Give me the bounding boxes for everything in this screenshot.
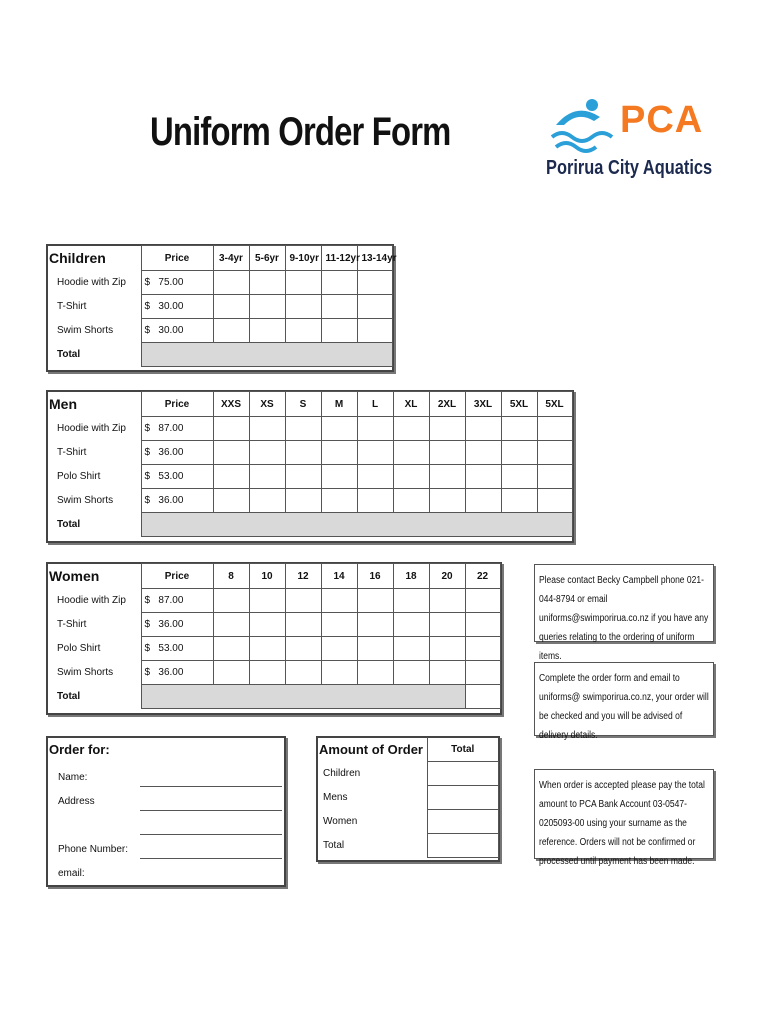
amount-value-cell[interactable] — [427, 786, 498, 810]
name-field[interactable] — [140, 786, 282, 787]
address-field-2[interactable] — [140, 834, 282, 835]
qty-cell[interactable] — [393, 465, 429, 489]
col-header: 2XL — [429, 392, 465, 417]
qty-cell[interactable] — [249, 465, 285, 489]
qty-cell[interactable] — [429, 417, 465, 441]
qty-cell[interactable] — [429, 613, 465, 637]
col-header: 22 — [465, 564, 500, 589]
qty-cell[interactable] — [465, 417, 501, 441]
qty-cell[interactable] — [213, 417, 249, 441]
qty-cell[interactable] — [537, 489, 572, 513]
contact-note-text: Please contact Becky Campbell phone 021-044-8794 or email uniforms@swimporirua.co.nz if you have any queries relating to the ordering of uniform items. — [539, 575, 709, 662]
qty-cell[interactable] — [285, 589, 321, 613]
total-row — [47, 513, 572, 537]
qty-cell[interactable] — [321, 417, 357, 441]
amount-value-cell[interactable] — [427, 810, 498, 834]
table-row — [47, 295, 392, 319]
qty-cell[interactable] — [357, 613, 393, 637]
qty-cell[interactable] — [249, 661, 285, 685]
qty-cell[interactable] — [249, 319, 285, 343]
item-name: Swim Shorts — [57, 325, 114, 336]
currency: $ — [144, 619, 151, 630]
total-row — [47, 343, 392, 367]
currency: $ — [144, 423, 151, 434]
section-title: Children — [49, 250, 106, 266]
qty-cell[interactable] — [501, 489, 537, 513]
total-label: Total — [57, 519, 81, 530]
qty-cell[interactable] — [213, 271, 249, 295]
qty-cell[interactable] — [357, 417, 393, 441]
qty-cell[interactable] — [321, 295, 357, 319]
qty-cell[interactable] — [321, 637, 357, 661]
qty-cell[interactable] — [429, 637, 465, 661]
amount-of-order-table — [317, 737, 499, 858]
qty-cell[interactable] — [357, 319, 392, 343]
currency: $ — [144, 595, 151, 606]
item-name: Polo Shirt — [57, 643, 101, 654]
total-shaded — [141, 343, 392, 367]
amount-of-order-heading: Amount of Order — [317, 737, 427, 762]
complete-note — [534, 662, 714, 741]
item-price — [141, 441, 213, 465]
qty-cell[interactable] — [465, 589, 500, 613]
total-row — [47, 685, 500, 709]
qty-cell[interactable] — [357, 489, 393, 513]
qty-cell[interactable] — [321, 441, 357, 465]
qty-cell[interactable] — [249, 589, 285, 613]
total-label: Total — [57, 349, 81, 360]
price-value: 87.00 — [158, 423, 184, 434]
col-header: 11-12yr — [321, 246, 357, 271]
order-for-heading: Order for: — [49, 742, 110, 757]
qty-cell[interactable] — [213, 295, 249, 319]
qty-cell[interactable] — [285, 417, 321, 441]
qty-cell[interactable] — [429, 589, 465, 613]
qty-cell[interactable] — [285, 637, 321, 661]
email-label: email: — [58, 868, 85, 879]
col-header: Price — [141, 392, 213, 417]
table-row — [47, 417, 572, 441]
swimmer-icon — [548, 95, 618, 155]
item-price — [141, 661, 213, 685]
item-name: Hoodie with Zip — [57, 277, 126, 288]
qty-cell[interactable] — [213, 441, 249, 465]
qty-cell[interactable] — [429, 465, 465, 489]
price-value: 36.00 — [158, 447, 184, 458]
item-price — [141, 489, 213, 513]
price-value: 36.00 — [158, 667, 184, 678]
qty-cell[interactable] — [321, 319, 357, 343]
qty-cell[interactable] — [357, 295, 392, 319]
total-shaded — [141, 513, 572, 537]
price-value: 36.00 — [158, 619, 184, 630]
qty-cell[interactable] — [393, 613, 429, 637]
qty-cell[interactable] — [393, 637, 429, 661]
price-value: 53.00 — [158, 643, 184, 654]
item-price — [141, 613, 213, 637]
qty-cell[interactable] — [537, 465, 572, 489]
item-name: Hoodie with Zip — [57, 595, 126, 606]
phone-field[interactable] — [140, 858, 282, 859]
qty-cell[interactable] — [321, 613, 357, 637]
qty-cell[interactable] — [429, 441, 465, 465]
amount-row-label: Total — [323, 840, 345, 851]
col-header: Price — [141, 246, 213, 271]
item-price — [141, 417, 213, 441]
item-name: Swim Shorts — [57, 667, 114, 678]
item-price — [141, 271, 213, 295]
qty-cell[interactable] — [213, 613, 249, 637]
table-row — [47, 319, 392, 343]
table-row — [317, 762, 498, 786]
qty-cell[interactable] — [501, 465, 537, 489]
section-title: Men — [49, 396, 77, 412]
table-row — [47, 637, 500, 661]
qty-cell[interactable] — [321, 465, 357, 489]
item-name: T-Shirt — [57, 447, 87, 458]
col-header: XXS — [213, 392, 249, 417]
order-for-frame — [46, 736, 286, 887]
table-row — [317, 834, 498, 858]
complete-note-text: Complete the order form and email to uniforms@ swimporirua.co.nz, your order will be checked and you will be advised of delivery details. — [539, 673, 709, 741]
qty-cell[interactable] — [393, 661, 429, 685]
qty-cell[interactable] — [393, 417, 429, 441]
table-row — [47, 661, 500, 685]
col-header: L — [357, 392, 393, 417]
qty-cell[interactable] — [285, 465, 321, 489]
qty-cell[interactable] — [321, 271, 357, 295]
qty-cell[interactable] — [249, 271, 285, 295]
women-header-row — [47, 564, 500, 589]
table-row — [47, 489, 572, 513]
item-price — [141, 319, 213, 343]
price-value: 30.00 — [158, 301, 184, 312]
table-row — [47, 271, 392, 295]
qty-cell[interactable] — [357, 441, 393, 465]
qty-cell[interactable] — [285, 489, 321, 513]
currency: $ — [144, 301, 151, 312]
qty-cell[interactable] — [465, 441, 501, 465]
qty-cell[interactable] — [357, 661, 393, 685]
qty-cell[interactable] — [213, 661, 249, 685]
qty-cell[interactable] — [285, 271, 321, 295]
col-header: 8 — [213, 564, 249, 589]
col-header: 18 — [393, 564, 429, 589]
qty-cell[interactable] — [393, 489, 429, 513]
item-name: T-Shirt — [57, 301, 87, 312]
amount-total-header: Total — [451, 743, 475, 755]
table-row — [47, 465, 572, 489]
qty-cell[interactable] — [285, 319, 321, 343]
amount-header-row — [317, 737, 498, 762]
children-table — [47, 245, 397, 367]
qty-cell[interactable] — [393, 441, 429, 465]
men-header-row — [47, 392, 572, 417]
qty-cell[interactable] — [213, 589, 249, 613]
col-header: 10 — [249, 564, 285, 589]
item-price — [141, 295, 213, 319]
address-label: Address — [58, 796, 95, 807]
qty-cell[interactable] — [213, 637, 249, 661]
qty-cell[interactable] — [285, 661, 321, 685]
price-value: 87.00 — [158, 595, 184, 606]
col-header: 3XL — [465, 392, 501, 417]
table-row — [47, 613, 500, 637]
col-header: 3-4yr — [213, 246, 249, 271]
col-header: 5-6yr — [249, 246, 285, 271]
logo-subtitle: Porirua City Aquatics — [546, 157, 713, 179]
qty-cell[interactable] — [465, 489, 501, 513]
currency: $ — [144, 325, 151, 336]
qty-cell[interactable] — [537, 441, 572, 465]
price-value: 53.00 — [158, 471, 184, 482]
col-header: XS — [249, 392, 285, 417]
currency: $ — [144, 667, 151, 678]
pca-logo — [548, 95, 718, 190]
logo-text: PCA — [620, 99, 704, 141]
qty-cell[interactable] — [213, 465, 249, 489]
qty-cell[interactable] — [357, 637, 393, 661]
col-header: 13-14yr — [357, 246, 392, 271]
page-title: Uniform Order Form — [150, 110, 451, 154]
price-value: 30.00 — [158, 325, 184, 336]
item-price — [141, 465, 213, 489]
women-table — [47, 563, 501, 709]
payment-note — [534, 769, 714, 867]
qty-cell[interactable] — [249, 637, 285, 661]
qty-cell[interactable] — [321, 489, 357, 513]
qty-cell[interactable] — [465, 465, 501, 489]
price-value: 36.00 — [158, 495, 184, 506]
qty-cell[interactable] — [393, 589, 429, 613]
col-header: 12 — [285, 564, 321, 589]
men-table — [47, 391, 573, 537]
col-header: Price — [141, 564, 213, 589]
qty-cell[interactable] — [465, 637, 500, 661]
qty-cell[interactable] — [285, 613, 321, 637]
contact-note — [534, 564, 714, 662]
currency: $ — [144, 277, 151, 288]
item-name: Swim Shorts — [57, 495, 114, 506]
total-shaded — [141, 685, 465, 709]
amount-value-cell[interactable] — [427, 762, 498, 786]
qty-cell[interactable] — [213, 319, 249, 343]
qty-cell[interactable] — [285, 295, 321, 319]
name-label: Name: — [58, 772, 88, 783]
children-header-row — [47, 246, 392, 271]
amount-value-cell[interactable] — [427, 834, 498, 858]
table-row — [317, 810, 498, 834]
qty-cell[interactable] — [501, 441, 537, 465]
qty-cell[interactable] — [321, 661, 357, 685]
col-header: 20 — [429, 564, 465, 589]
qty-cell[interactable] — [357, 271, 392, 295]
table-row — [317, 786, 498, 810]
col-header: XL — [393, 392, 429, 417]
total-amount-cell[interactable] — [465, 685, 500, 709]
item-price — [141, 589, 213, 613]
col-header: 5XL — [501, 392, 537, 417]
qty-cell[interactable] — [357, 589, 393, 613]
col-header: 9-10yr — [285, 246, 321, 271]
qty-cell[interactable] — [429, 489, 465, 513]
qty-cell[interactable] — [321, 589, 357, 613]
amount-row-label: Women — [323, 816, 358, 827]
col-header: S — [285, 392, 321, 417]
col-header: 14 — [321, 564, 357, 589]
qty-cell[interactable] — [285, 441, 321, 465]
payment-note-text: When order is accepted please pay the total amount to PCA Bank Account 03-0547-0205093-00 using your surname as the reference. Orders will not be confirmed or processed until payment has been made. — [539, 780, 705, 867]
table-row — [47, 589, 500, 613]
qty-cell[interactable] — [429, 661, 465, 685]
price-value: 75.00 — [158, 277, 184, 288]
section-title: Women — [49, 568, 100, 584]
qty-cell[interactable] — [537, 417, 572, 441]
item-name: Hoodie with Zip — [57, 423, 126, 434]
col-header: M — [321, 392, 357, 417]
currency: $ — [144, 447, 151, 458]
currency: $ — [144, 495, 151, 506]
amount-row-label: Children — [323, 768, 361, 779]
qty-cell[interactable] — [249, 441, 285, 465]
item-name: T-Shirt — [57, 619, 87, 630]
table-row — [47, 441, 572, 465]
total-label: Total — [57, 691, 81, 702]
qty-cell[interactable] — [249, 417, 285, 441]
qty-cell[interactable] — [213, 489, 249, 513]
qty-cell[interactable] — [249, 613, 285, 637]
amount-row-label: Mens — [323, 792, 348, 803]
qty-cell[interactable] — [249, 295, 285, 319]
qty-cell[interactable] — [465, 661, 500, 685]
col-header: 16 — [357, 564, 393, 589]
qty-cell[interactable] — [249, 489, 285, 513]
currency: $ — [144, 471, 151, 482]
col-header: 5XL — [537, 392, 572, 417]
address-field[interactable] — [140, 810, 282, 811]
item-name: Polo Shirt — [57, 471, 101, 482]
qty-cell[interactable] — [501, 417, 537, 441]
item-price — [141, 637, 213, 661]
qty-cell[interactable] — [357, 465, 393, 489]
qty-cell[interactable] — [465, 613, 500, 637]
currency: $ — [144, 643, 151, 654]
phone-label: Phone Number: — [58, 844, 129, 855]
